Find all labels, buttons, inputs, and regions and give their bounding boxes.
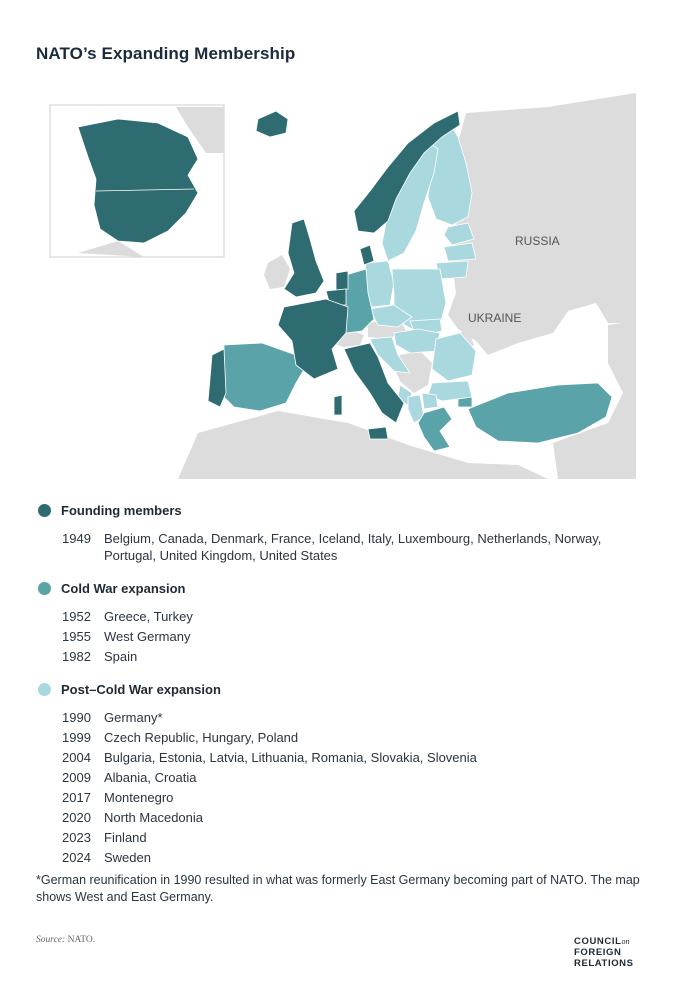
legend-entry xyxy=(38,829,638,846)
legend-entry-year: 2009 xyxy=(62,770,91,785)
legend-entry xyxy=(38,769,638,786)
logo-on: on xyxy=(621,937,630,946)
legend-entry-year: 2020 xyxy=(62,810,91,825)
legend-entry xyxy=(38,789,638,806)
legend-entry-countries: Finland xyxy=(104,830,147,845)
legend-entry xyxy=(38,628,638,645)
legend-entry-countries: Albania, Croatia xyxy=(104,770,197,785)
legend-swatch xyxy=(38,504,51,517)
legend-entry xyxy=(38,849,638,866)
map-svg xyxy=(48,93,636,479)
legend-swatch xyxy=(38,683,51,696)
legend-entry-year: 2004 xyxy=(62,750,91,765)
legend-entry-countries: Greece, Turkey xyxy=(104,609,193,624)
logo-line2: FOREIGN xyxy=(574,947,622,958)
source-value: NATO. xyxy=(67,935,96,945)
legend-entry xyxy=(38,709,638,726)
legend-entry-countries: West Germany xyxy=(104,629,191,644)
logo-line1: COUNCIL xyxy=(574,936,622,947)
page-title: NATO’s Expanding Membership xyxy=(36,44,296,63)
legend-entry-year: 1982 xyxy=(62,649,91,664)
legend-entry-year: 1952 xyxy=(62,609,91,624)
nato-map xyxy=(48,93,636,479)
legend-entry-countries: Germany* xyxy=(104,710,163,725)
legend-swatch xyxy=(38,582,51,595)
legend-entry-year: 2017 xyxy=(62,790,91,805)
legend-entry xyxy=(38,530,638,564)
legend-group-heading xyxy=(38,679,638,699)
footnote: *German reunification in 1990 resulted in what was formerly East Germany becoming part of NATO. The map shows West and East Germany. xyxy=(36,873,640,904)
legend-entry-countries: Bulgaria, Estonia, Latvia, Lithuania, Romania, Slovakia, Slovenia xyxy=(104,750,477,765)
logo-line3: RELATIONS xyxy=(574,958,634,969)
legend-entry xyxy=(38,809,638,826)
legend-entry-year: 1949 xyxy=(62,531,91,546)
legend-entry-countries: North Macedonia xyxy=(104,810,203,825)
legend-entry-year: 2024 xyxy=(62,850,91,865)
legend-entry-year: 1999 xyxy=(62,730,91,745)
legend-entry-countries: Sweden xyxy=(104,850,151,865)
legend-entry-countries: Montenegro xyxy=(104,790,174,805)
legend-entry-year: 1990 xyxy=(62,710,91,725)
legend-entry-countries: Belgium, Canada, Denmark, France, Iceland, Italy, Luxembourg, Netherlands, Norway, Portugal, United Kingdom, United States xyxy=(104,531,602,563)
legend-entry xyxy=(38,749,638,766)
source-label: Source: xyxy=(36,935,66,945)
legend-entry xyxy=(38,729,638,746)
legend-group-name: Founding members xyxy=(61,502,182,518)
legend-entry xyxy=(38,608,638,625)
legend-entry-year: 2023 xyxy=(62,830,91,845)
source-note xyxy=(36,935,95,945)
russia-label: RUSSIA xyxy=(515,234,560,248)
legend-group-heading xyxy=(38,578,638,598)
legend-entry-countries: Spain xyxy=(104,649,138,664)
cfr-logo xyxy=(574,936,634,969)
legend-entry-countries: Czech Republic, Hungary, Poland xyxy=(104,730,299,745)
north-america-inset xyxy=(50,105,224,257)
ukraine-label: UKRAINE xyxy=(468,311,522,325)
legend-group-name: Post–Cold War expansion xyxy=(61,681,221,697)
legend-entry xyxy=(38,648,638,665)
legend xyxy=(38,500,638,869)
legend-entry-year: 1955 xyxy=(62,629,91,644)
legend-group-name: Cold War expansion xyxy=(61,580,186,596)
legend-group-heading xyxy=(38,500,638,520)
